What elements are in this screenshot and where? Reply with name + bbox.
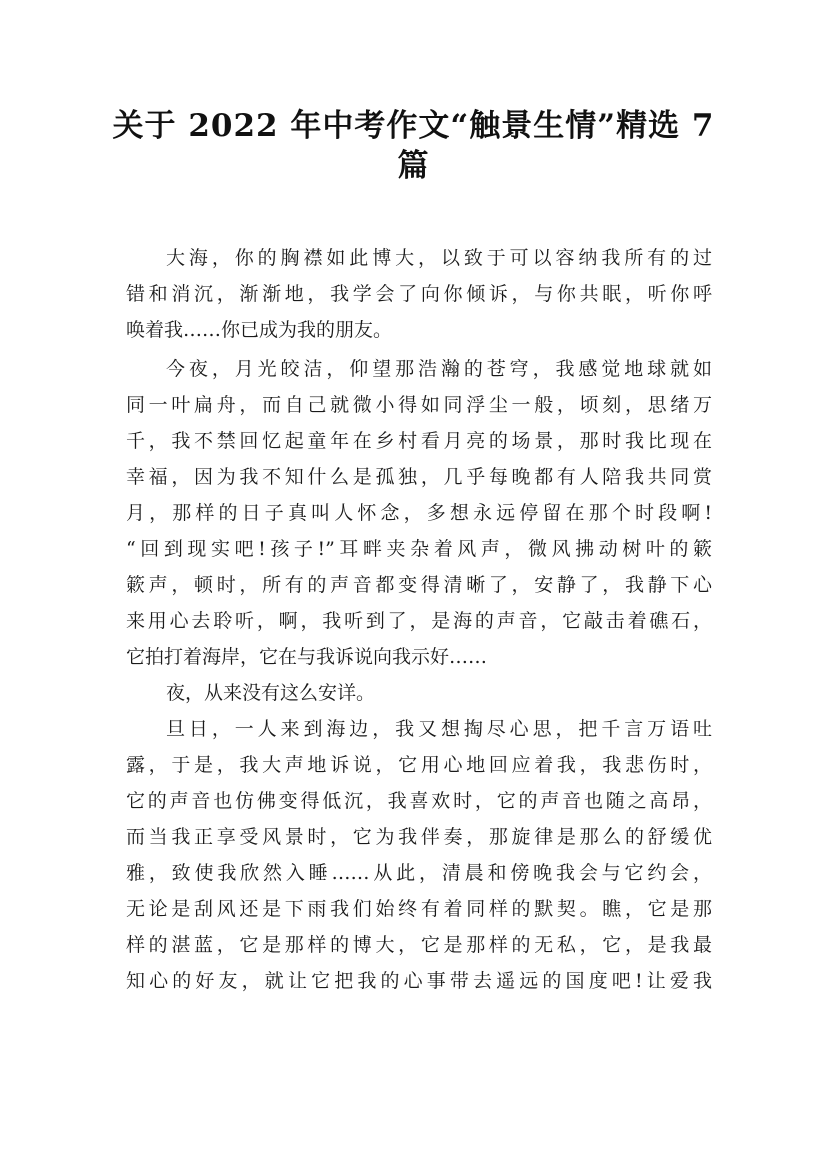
paragraph-line: 而当我正享受风景时，它为我伴奏，那旋律是那么的舒缓优 <box>126 826 712 848</box>
paragraph-line: 千，我不禁回忆起童年在乡村看月亮的场景，那时我比现在 <box>126 430 712 452</box>
paragraph-line: 大海，你的胸襟如此博大，以致于可以容纳我所有的过 <box>166 247 712 269</box>
paragraph-line: 同一叶扁舟，而自己就微小得如同浮尘一般，顷刻，思绪万 <box>126 394 712 416</box>
paragraph-line: 旦日，一人来到海边，我又想掏尽心思，把千言万语吐 <box>166 718 712 740</box>
paragraph-line: 来用心去聆听，啊，我听到了，是海的声音，它敲击着礁石， <box>126 610 712 632</box>
paragraph-line: 错和消沉，渐渐地，我学会了向你倾诉，与你共眠，听你呼 <box>126 283 712 305</box>
document-title-line-2: 篇 <box>397 148 430 184</box>
document-title-line-1: 关于 2022 年中考作文“触景生情”精选 7 <box>112 108 715 144</box>
paragraph-line: 它的声音也仿佛变得低沉，我喜欢时，它的声音也随之高昂， <box>126 790 712 812</box>
paragraph-line: “回到现实吧!孩子!”耳畔夹杂着风声，微风拂动树叶的簌 <box>126 538 712 560</box>
paragraph-line: 今夜，月光皎洁，仰望那浩瀚的苍穹，我感觉地球就如 <box>166 358 712 380</box>
paragraph-line: 雅，致使我欣然入睡……从此，清晨和傍晚我会与它约会， <box>126 862 712 884</box>
paragraph-line: 露，于是，我大声地诉说，它用心地回应着我，我悲伤时， <box>126 754 712 776</box>
paragraph-line: 簌声，顿时，所有的声音都变得清晰了，安静了，我静下心 <box>126 574 712 596</box>
paragraph-line: 月，那样的日子真叫人怀念，多想永远停留在那个时段啊! <box>126 502 712 524</box>
paragraph-line: 知心的好友，就让它把我的心事带去遥远的国度吧!让爱我 <box>126 970 712 992</box>
paragraph-line: 幸福，因为我不知什么是孤独，几乎每晚都有人陪我共同赏 <box>126 466 712 488</box>
paragraph-line: 唤着我……你已成为我的朋友。 <box>126 319 393 341</box>
paragraph-line: 它拍打着海岸，它在与我诉说向我示好…… <box>126 646 488 668</box>
paragraph-line: 夜，从来没有这么安详。 <box>166 682 376 704</box>
paragraph-line: 无论是刮风还是下雨我们始终有着同样的默契。瞧，它是那 <box>126 898 712 920</box>
paragraph-line: 样的湛蓝，它是那样的博大，它是那样的无私，它，是我最 <box>126 934 712 956</box>
